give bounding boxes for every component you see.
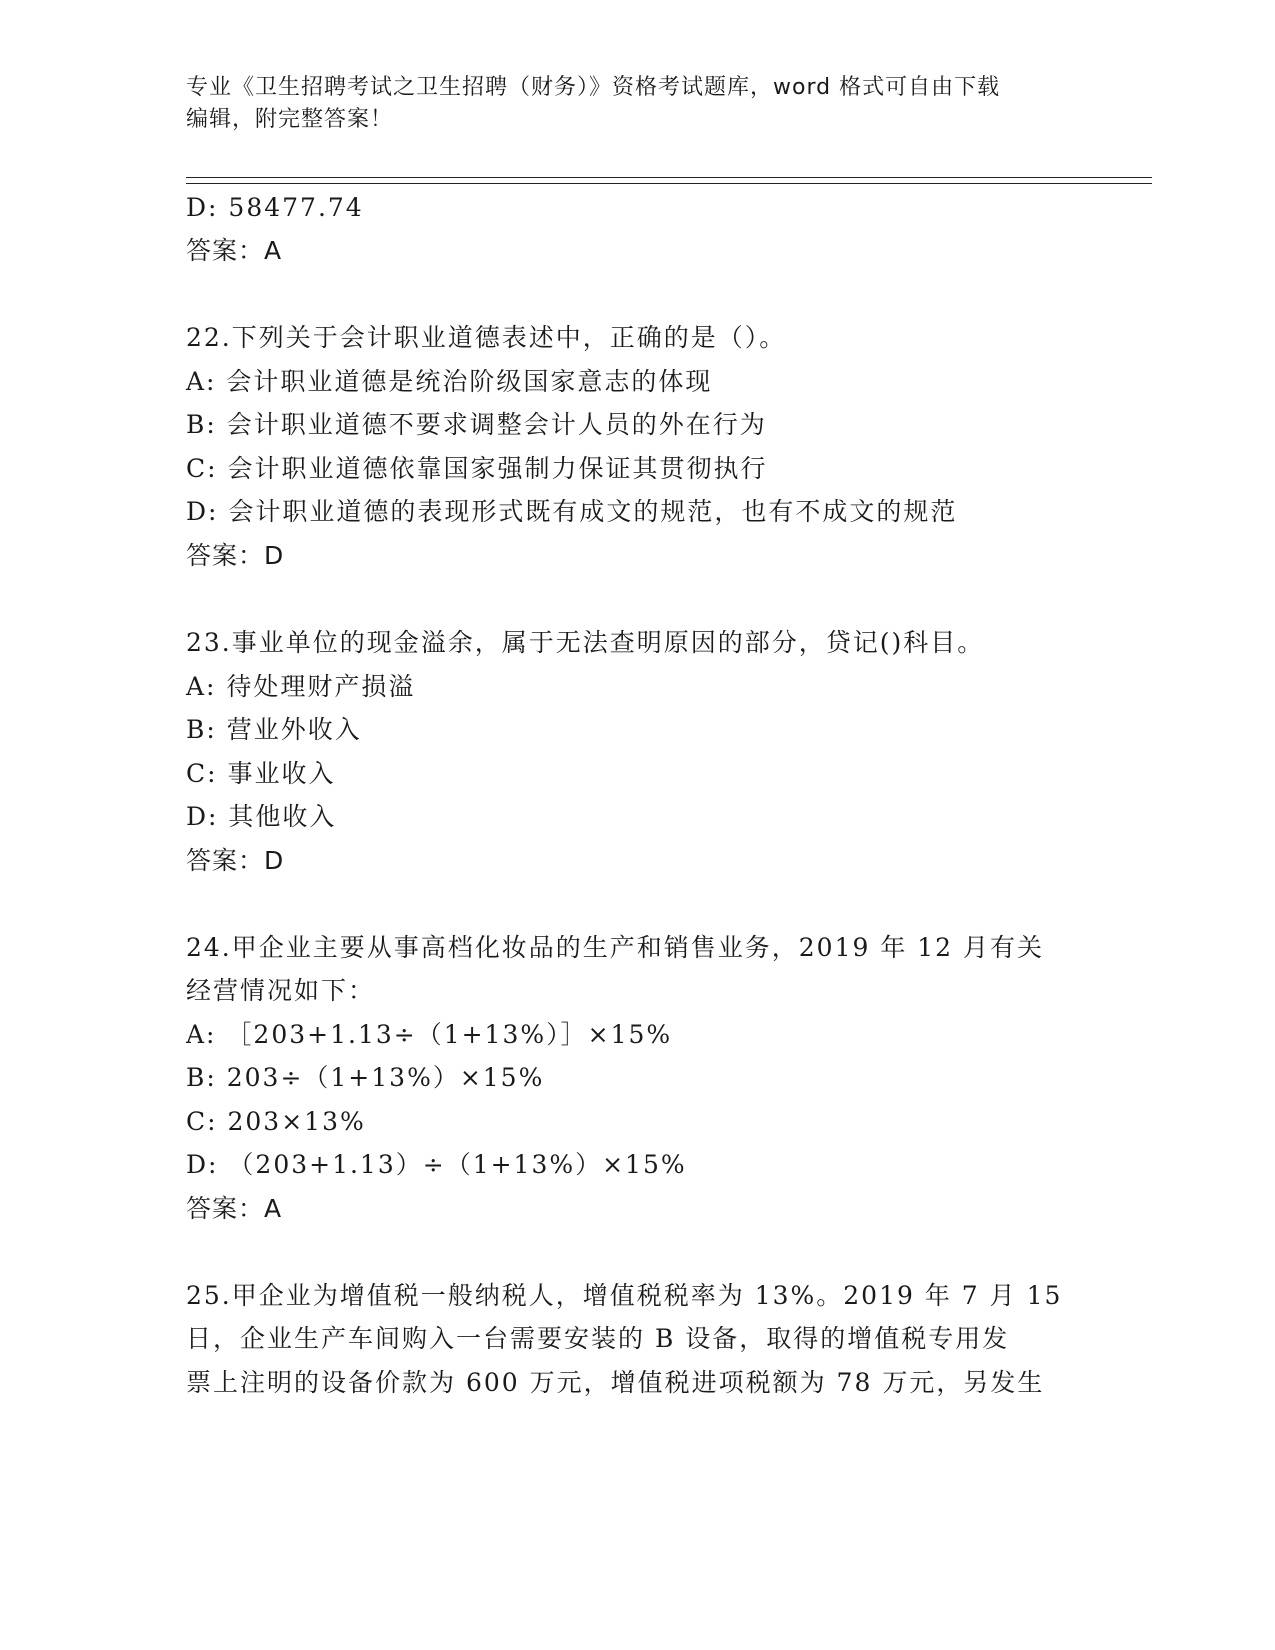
q23-option-d: D: 其他收入 xyxy=(186,802,337,831)
header-divider-top xyxy=(186,177,1152,178)
q23-option-b: B: 营业外收入 xyxy=(186,715,362,744)
q23-option-a: A: 待处理财产损溢 xyxy=(186,672,416,701)
q24-option-b: B: 203÷（1+13%）×15% xyxy=(186,1063,545,1092)
page-header xyxy=(186,72,1066,136)
q24-question-line-1: 24.甲企业主要从事高档化妆品的生产和销售业务，2019 年 12 月有关 xyxy=(186,933,1045,962)
q22-option-d: D: 会计职业道德的表现形式既有成文的规范，也有不成文的规范 xyxy=(186,497,958,526)
q24-answer: 答案：A xyxy=(186,1194,283,1223)
header-line-2: 编辑，附完整答案！ xyxy=(186,107,394,132)
prev-option-d: D: 58477.74 xyxy=(186,193,364,222)
q23-question: 23.事业单位的现金溢余，属于无法查明原因的部分，贷记()科目。 xyxy=(186,628,985,657)
header-divider-bottom xyxy=(186,183,1152,184)
q22-option-a: A: 会计职业道德是统治阶级国家意志的体现 xyxy=(186,367,713,396)
q23-option-c: C: 事业收入 xyxy=(186,759,336,788)
q24-option-d: D: （203+1.13）÷（1+13%）×15% xyxy=(186,1150,687,1179)
q22-answer: 答案：D xyxy=(186,541,285,570)
q22-option-b: B: 会计职业道德不要求调整会计人员的外在行为 xyxy=(186,410,767,439)
q25-question-line-3: 票上注明的设备价款为 600 万元，增值税进项税额为 78 万元，另发生 xyxy=(186,1368,1045,1397)
q25-question-line-2: 日，企业生产车间购入一台需要安装的 B 设备，取得的增值税专用发 xyxy=(186,1324,1010,1353)
q23-answer: 答案：D xyxy=(186,846,285,875)
q24-option-a: A: ［203+1.13÷（1+13%）］×15% xyxy=(186,1020,673,1049)
q22-option-c: C: 会计职业道德依靠国家强制力保证其贯彻执行 xyxy=(186,454,768,483)
q25-question-line-1: 25.甲企业为增值税一般纳税人，增值税税率为 13%。2019 年 7 月 15 xyxy=(186,1281,1063,1310)
prev-answer: 答案：A xyxy=(186,236,283,265)
header-line-1: 专业《卫生招聘考试之卫生招聘（财务）》资格考试题库，word 格式可自由下载 xyxy=(186,75,1001,100)
q24-option-c: C: 203×13% xyxy=(186,1107,366,1136)
q24-question-line-2: 经营情况如下： xyxy=(186,976,376,1005)
q22-question: 22.下列关于会计职业道德表述中，正确的是（）。 xyxy=(186,323,787,352)
